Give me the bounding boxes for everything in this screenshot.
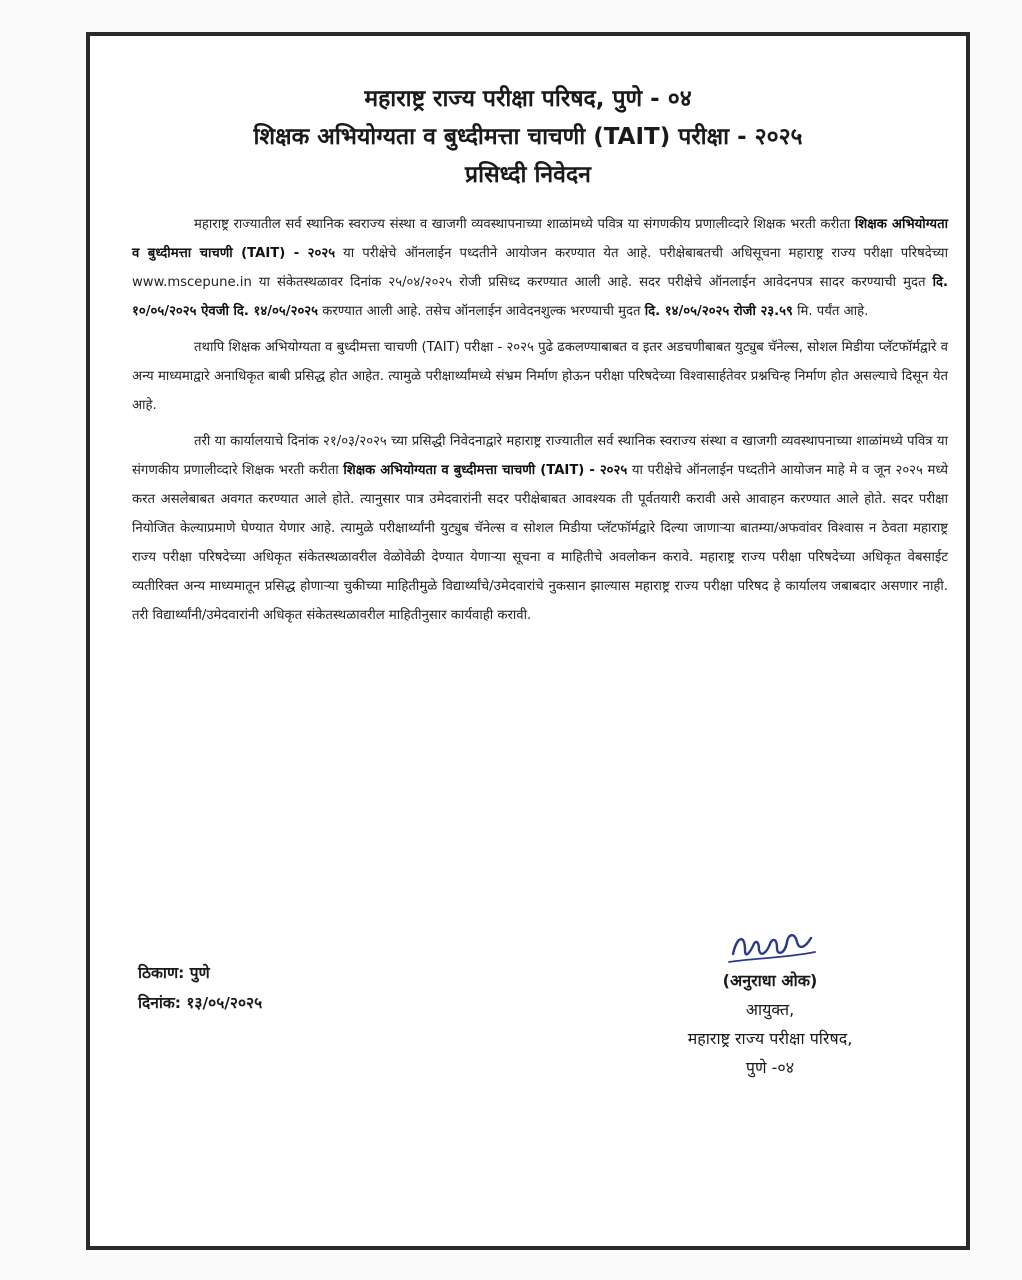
paragraph-2	[132, 333, 948, 420]
notice-body	[132, 210, 948, 637]
p2-run-0: तथापि शिक्षक अभियोग्यता व बुध्दीमत्ता चाचणी (TAIT) परीक्षा - २०२५ पुढे ढकलण्याबाबत व इतर अडचणीबाबत युट्युब चॅनेल्स, सोशल मिडीया प्लॅटफॉर्मद्वारे व अन्य माध्यमाद्वारे अनाधिकृत बाबी प्रसिद्ध होत आहेत. त्यामुळे परीक्षार्थ्यांमध्ये संभ्रम निर्माण होऊन परीक्षा परिषदेच्या विश्वासार्हतेवर प्रश्नचिन्ह निर्माण होत असल्याचे दिसून येत आहे.	[132, 340, 948, 413]
header-organization: महाराष्ट्र राज्य परीक्षा परिषद, पुणे - ०४	[364, 86, 692, 112]
header-exam-title: शिक्षक अभियोग्यता व बुध्दीमत्ता चाचणी (TAIT) परीक्षा - २०२५	[253, 124, 803, 150]
signatory-block	[620, 924, 920, 1082]
document-border-frame	[86, 32, 970, 1250]
p1-run-1: शिक्षक अभियोग्यता व बुध्दीमत्ता चाचणी (TAIT) - २०२५	[132, 217, 949, 261]
header-notice-title: प्रसिध्दी निवेदन	[465, 162, 591, 188]
place-date-block	[138, 958, 262, 1018]
date-line: दिनांक: १३/०५/२०२५	[138, 994, 263, 1012]
signatory-name: (अनुराधा ओक)	[722, 971, 818, 990]
signatory-office: महाराष्ट्र राज्य परीक्षा परिषद,	[687, 1029, 853, 1048]
p1-run-2: या परीक्षेचे ऑनलाईन पध्दतीने आयोजन करण्यात येत आहे. परीक्षेबाबतची अधिसूचना महाराष्ट्र राज्य परीक्षा परिषदेच्या www.mscepune.in या संकेतस्थळावर दिनांक २५/०४/२०२५ रोजी प्रसिध्द करण्यात आली आहे. सदर परीक्षेचे ऑनलाईन आवेदनपत्र सादर करण्याची मुदत	[132, 246, 948, 290]
p1-run-0: महाराष्ट्र राज्यातील सर्व स्थानिक स्वराज्य संस्था व खाजगी व्यवस्थापनाच्या शाळांमध्ये पवित्र या संगणकीय प्रणालीव्दारे शिक्षक भरती करीता	[194, 217, 855, 232]
signatory-designation: आयुक्त,	[745, 1000, 795, 1019]
signatory-city: पुणे -०४	[745, 1058, 795, 1077]
p1-run-6: मि. पर्यंत आहे.	[792, 304, 869, 319]
document-header	[90, 80, 966, 194]
p1-run-5: दि. १४/०५/२०२५ रोजी २३.५९	[644, 304, 793, 319]
p3-run-2: या परीक्षेचे ऑनलाईन पध्दतीने आयोजन माहे मे व जून २०२५ मध्ये करत असलेबाबत अवगत करण्यात आले होते. त्यानुसार पात्र उमेदवारांनी सदर परीक्षेबाबत आवश्यक ती पूर्वतयारी करावी असे आवाहन करण्यात आले होते. सदर परीक्षा नियोजित केल्याप्रमाणे घेण्यात येणार आहे. त्यामुळे परीक्षार्थ्यांनी युट्युब चॅनेल्स व सोशल मिडीया प्लॅटफॉर्मद्वारे दिल्या जाणाऱ्या बातम्या/अफवांवर विश्वास न ठेवता महाराष्ट्र राज्य परीक्षा परिषदेच्या अधिकृत संकेतस्थळावरील वेळोवेळी देण्यात येणाऱ्या सूचना व माहितीचे अवलोकन करावे. महाराष्ट्र राज्य परीक्षा परिषदेच्या अधिकृत वेबसाईट व्यतीरिक्त अन्य माध्यमातून प्रसिद्ध होणाऱ्या चुकीच्या माहितीमुळे विद्यार्थ्यांचे/उमेदवारांचे नुकसान झाल्यास महाराष्ट्र राज्य परीक्षा परिषद हे कार्यालय जबाबदार असणार नाही. तरी विद्यार्थ्यांनी/उमेदवारांनी अधिकृत संकेतस्थळावरील माहितीनुसार कार्यवाही करावी.	[132, 463, 948, 623]
signature-mark	[715, 924, 825, 970]
p1-run-3: दि. १०/०५/२०२५ ऐवजी दि. १४/०५/२०२५	[132, 275, 948, 319]
p3-run-0: तरी या कार्यालयाचे दिनांक २१/०३/२०२५ च्या प्रसिद्धी निवेदनाद्वारे महाराष्ट्र राज्यातील सर्व स्थानिक स्वराज्य संस्था व खाजगी व्यवस्थापनाच्या शाळांमध्ये पवित्र या संगणकीय प्रणालीव्दारे शिक्षक भरती करीता	[132, 434, 948, 478]
p1-run-4: करण्यात आली आहे. तसेच ऑनलाईन आवेदनशुल्क भरण्याची मुदत	[318, 304, 645, 319]
place-line: ठिकाण: पुणे	[138, 964, 210, 982]
paragraph-3	[132, 427, 948, 630]
p3-run-1: शिक्षक अभियोग्यता व बुध्दीमत्ता चाचणी (TAIT) - २०२५	[343, 463, 628, 478]
paragraph-1	[132, 210, 948, 326]
